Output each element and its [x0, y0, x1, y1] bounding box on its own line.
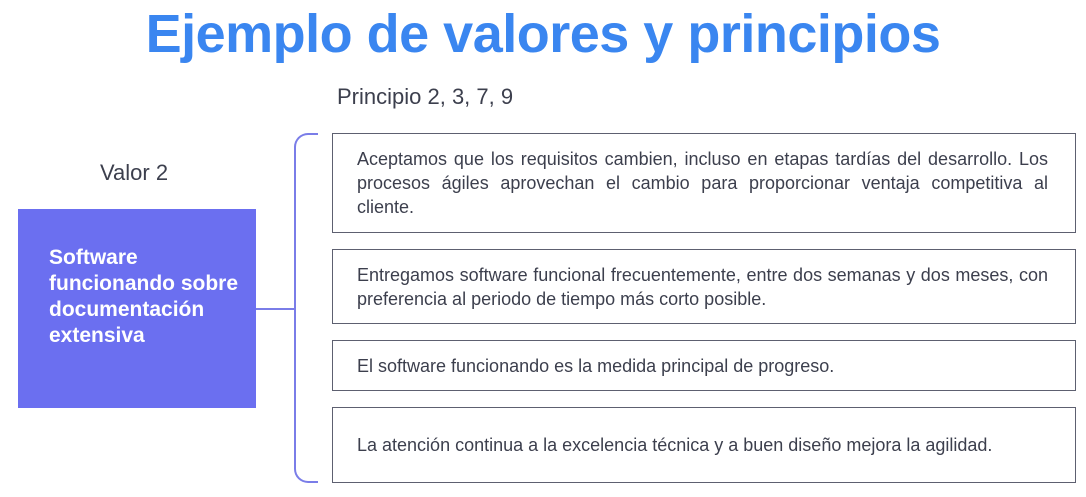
value-heading: Valor 2 [100, 160, 169, 185]
bracket-connector [294, 133, 318, 483]
principle-box [332, 340, 1076, 391]
principle-text: Entregamos software funcional frecuentemente, entre dos semanas y dos meses, con preferencia al periodo de tiempo más corto posible. [357, 264, 1048, 309]
principle-text: La atención continua a la excelencia técnica y a buen diseño mejora la agilidad. [357, 435, 993, 455]
connector-line [256, 308, 294, 310]
value-box [18, 209, 256, 408]
principle-box [332, 133, 1076, 233]
principles-heading: Principio 2, 3, 7, 9 [337, 84, 514, 109]
page-title: Ejemplo de valores y principios [145, 4, 941, 64]
principle-box [332, 407, 1076, 483]
principle-box [332, 249, 1076, 324]
principle-text: Aceptamos que los requisitos cambien, incluso en etapas tardías del desarrollo. Los procesos ágiles aprovechan el cambio para proporcionar ventaja competitiva al cliente. [357, 149, 1048, 217]
principle-text: El software funcionando es la medida principal de progreso. [357, 355, 835, 376]
value-text: Software funcionando sobre documentación extensiva [49, 246, 238, 347]
